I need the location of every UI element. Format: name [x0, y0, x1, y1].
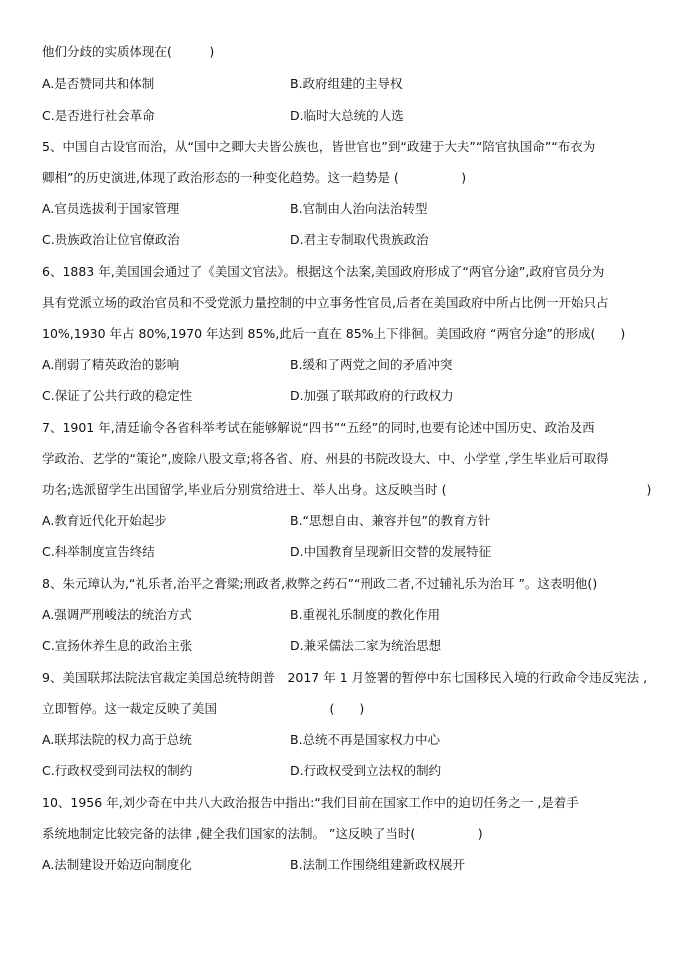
q9-option-c: C.行政权受到司法权的制约 [42, 763, 193, 778]
q6-option-b: B.缓和了两党之间的矛盾冲突 [290, 357, 453, 372]
q7-option-b: B.“思想自由、兼容并包”的教育方针 [290, 513, 491, 528]
q5-stem-line2: 卿相”的历史演进,体现了政治形态的一种变化趋势。这一趋势是 ( ) [42, 170, 467, 185]
q5-option-b: B.官制由人治向法治转型 [290, 201, 428, 216]
q4-option-a: A.是否赞同共和体制 [42, 76, 155, 91]
q8-stem-line1: 8、朱元璋认为,“礼乐者,治平之膏粱;刑政者,救弊之药石”“刑政二者,不过辅礼乐为治耳 ”。这表明他() [42, 576, 598, 591]
q10-option-a: A.法制建设开始迈向制度化 [42, 857, 192, 872]
q8-option-d: D.兼采儒法二家为统治思想 [290, 638, 442, 653]
q4-option-b: B.政府组建的主导权 [290, 76, 403, 91]
q5-option-d: D.君主专制取代贵族政治 [290, 232, 429, 247]
q6-option-d: D.加强了联邦政府的行政权力 [290, 388, 454, 403]
q9-option-a: A.联邦法院的权力高于总统 [42, 732, 192, 747]
q4-stem-end: 他们分歧的实质体现在( ) [42, 44, 215, 59]
q6-option-a: A.削弱了精英政治的影响 [42, 357, 180, 372]
q8-option-b: B.重视礼乐制度的教化作用 [290, 607, 441, 622]
q7-stem-line2: 学政治、艺学的“策论”,废除八股文章;将各省、府、州县的书院改设大、中、小学堂 ,学生毕业后可取得 [42, 451, 609, 466]
q5-option-c: C.贵族政治让位官僚政治 [42, 232, 180, 247]
q10-stem-line2: 系统地制定比较完备的法律 ,健全我们国家的法制。 ”这反映了当时( ) [42, 826, 483, 841]
q8-option-c: C.宣扬休养生息的政治主张 [42, 638, 193, 653]
q7-option-d: D.中国教育呈现新旧交替的发展特征 [290, 544, 492, 559]
q6-stem-line3: 10%,1930 年占 80%,1970 年达到 85%,此后一直在 85%上下徘徊。美国政府 “两官分途”的形成( ) [42, 326, 626, 341]
q9-option-b: B.总统不再是国家权力中心 [290, 732, 441, 747]
q9-option-d: D.行政权受到立法权的制约 [290, 763, 442, 778]
q6-option-c: C.保证了公共行政的稳定性 [42, 388, 193, 403]
q7-stem-line3: 功名;选派留学生出国留学,毕业后分别赏给进士、举人出身。这反映当时 ( ) [42, 482, 652, 497]
q10-stem-line1: 10、1956 年,刘少奇在中共八大政治报告中指出:“我们目前在国家工作中的迫切任务之一 ,是着手 [42, 795, 579, 810]
q8-option-a: A.强调严刑峻法的统治方式 [42, 607, 192, 622]
q5-option-a: A.官员选拔利于国家管理 [42, 201, 180, 216]
q9-stem-line2: 立即暂停。这一裁定反映了美国 ( ) [42, 701, 365, 716]
q5-stem-line1: 5、中国自古设官而治，从“国中之卿大夫皆公族也，皆世官也”到“政建于大夫”“陪官执国命”“布衣为 [42, 139, 596, 154]
q7-option-c: C.科举制度宣告终结 [42, 544, 155, 559]
q4-option-d: D.临时大总统的人选 [290, 108, 404, 123]
q6-stem-line1: 6、1883 年,美国国会通过了《美国文官法》。根据这个法案,美国政府形成了“两官分途”,政府官员分为 [42, 264, 605, 279]
q6-stem-line2: 具有党派立场的政治官员和不受党派力量控制的中立事务性官员,后者在美国政府中所占比例一开始只占 [42, 295, 609, 310]
q4-option-c: C.是否进行社会革命 [42, 108, 155, 123]
q9-stem-line1: 9、美国联邦法院法官裁定美国总统特朗普 2017 年 1 月签署的暂停中东七国移民入境的行政命令违反宪法 , [42, 670, 648, 685]
q7-option-a: A.教育近代化开始起步 [42, 513, 167, 528]
q7-stem-line1: 7、1901 年,清廷谕令各省科举考试在能够解说“四书”“五经”的同时,也要有论述中国历史、政治及西 [42, 420, 595, 435]
q10-option-b: B.法制工作围绕组建新政权展开 [290, 857, 466, 872]
